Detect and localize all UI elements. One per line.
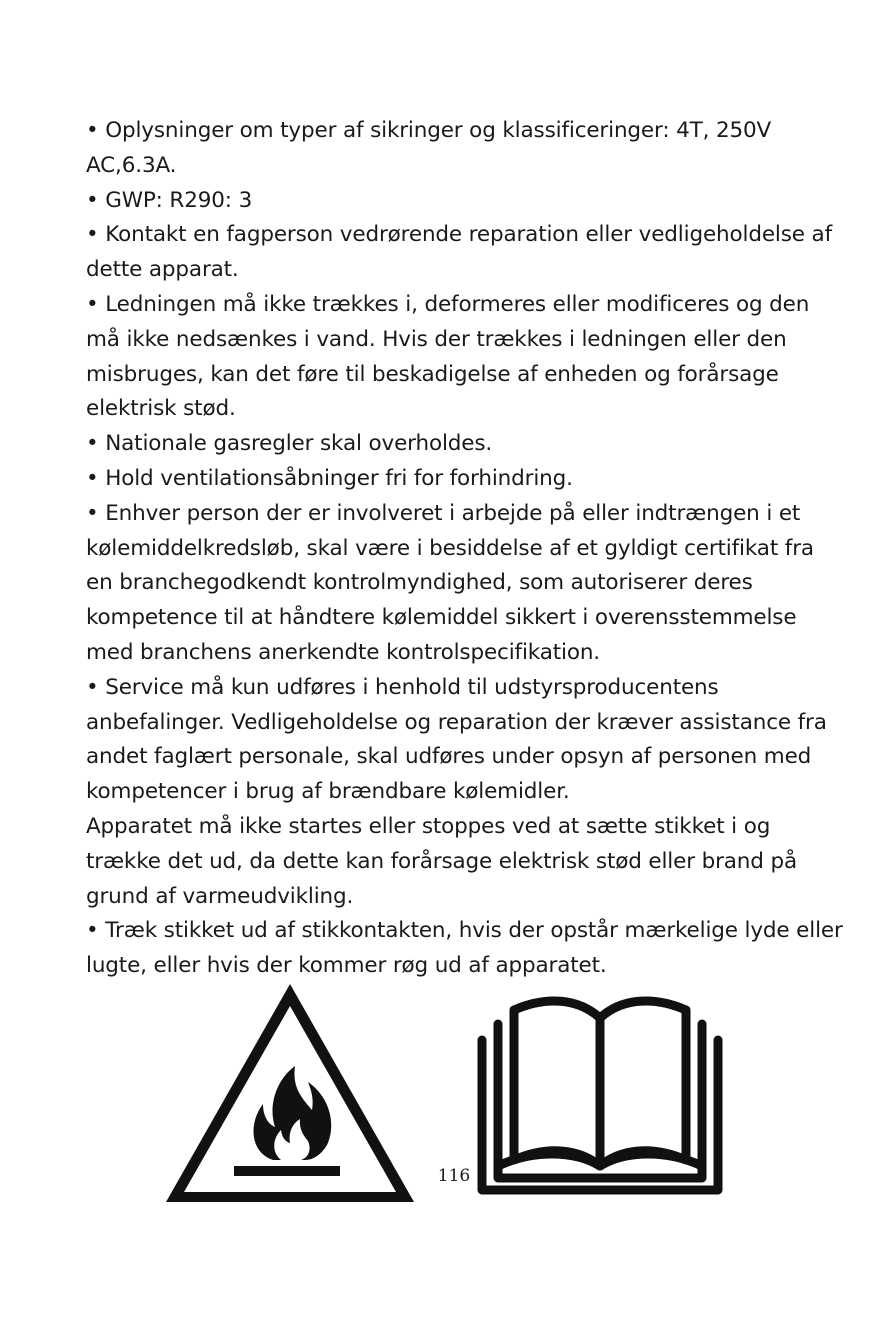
paragraph-unplug-smoke: • Træk stikket ud af stikkontakten, hvis der opstår mærkelige lyde eller lugte, eller hvis der kommer røg ud af apparatet. [86,918,843,979]
flammable-warning-icon [163,980,417,1206]
paragraph-gwp: • GWP: R290: 3 [86,187,253,213]
paragraph-service: • Service må kun udføres i henhold til udstyrsproducentens anbefalinger. Vedligeholdelse og reparation der kræver assistance fra andet faglært personale, skal udføres under opsyn af personen med kompetencer i brug af brændbare kølemidler. [86,674,827,805]
paragraph-gas-regulations: • Nationale gasregler skal overholdes. [86,431,493,457]
paragraph-plug-start-stop: Apparatet må ikke startes eller stoppes ved at sætte stikket i og trække det ud, da dette kan forårsage elektrisk stød eller brand på grund af varmeudvikling. [86,813,797,909]
paragraph-fuse-info: • Oplysninger om typer af sikringer og klassificeringer: 4T, 250V AC,6.3A. [86,118,772,178]
page-number: 116 [437,1166,471,1186]
paragraph-ventilation: • Hold ventilationsåbninger fri for forhindring. [86,465,573,491]
read-manual-icon [474,990,726,1202]
paragraph-cord-warning: • Ledningen må ikke trækkes i, deformeres eller modificeres og den må ikke nedsænkes i vand. Hvis der trækkes i ledningen eller den misbruges, kan det føre til beskadigelse af enheden og forårsage elektrisk stød. [86,291,810,422]
instruction-text [86,114,846,984]
paragraph-contact-professional: • Kontakt en fagperson vedrørende reparation eller vedligeholdelse af dette apparat. [86,222,832,283]
paragraph-refrigerant-certificate: • Enhver person der er involveret i arbejde på eller indtrængen i et kølemiddelkredsløb, skal være i besiddelse af et gyldigt certifikat fra en branchegodkendt kontrolmyndighed, som autoriserer deres kompetence til at håndtere kølemiddel sikkert i overensstemmelse med branchens anerkendte kontrolspecifikation. [86,500,814,665]
